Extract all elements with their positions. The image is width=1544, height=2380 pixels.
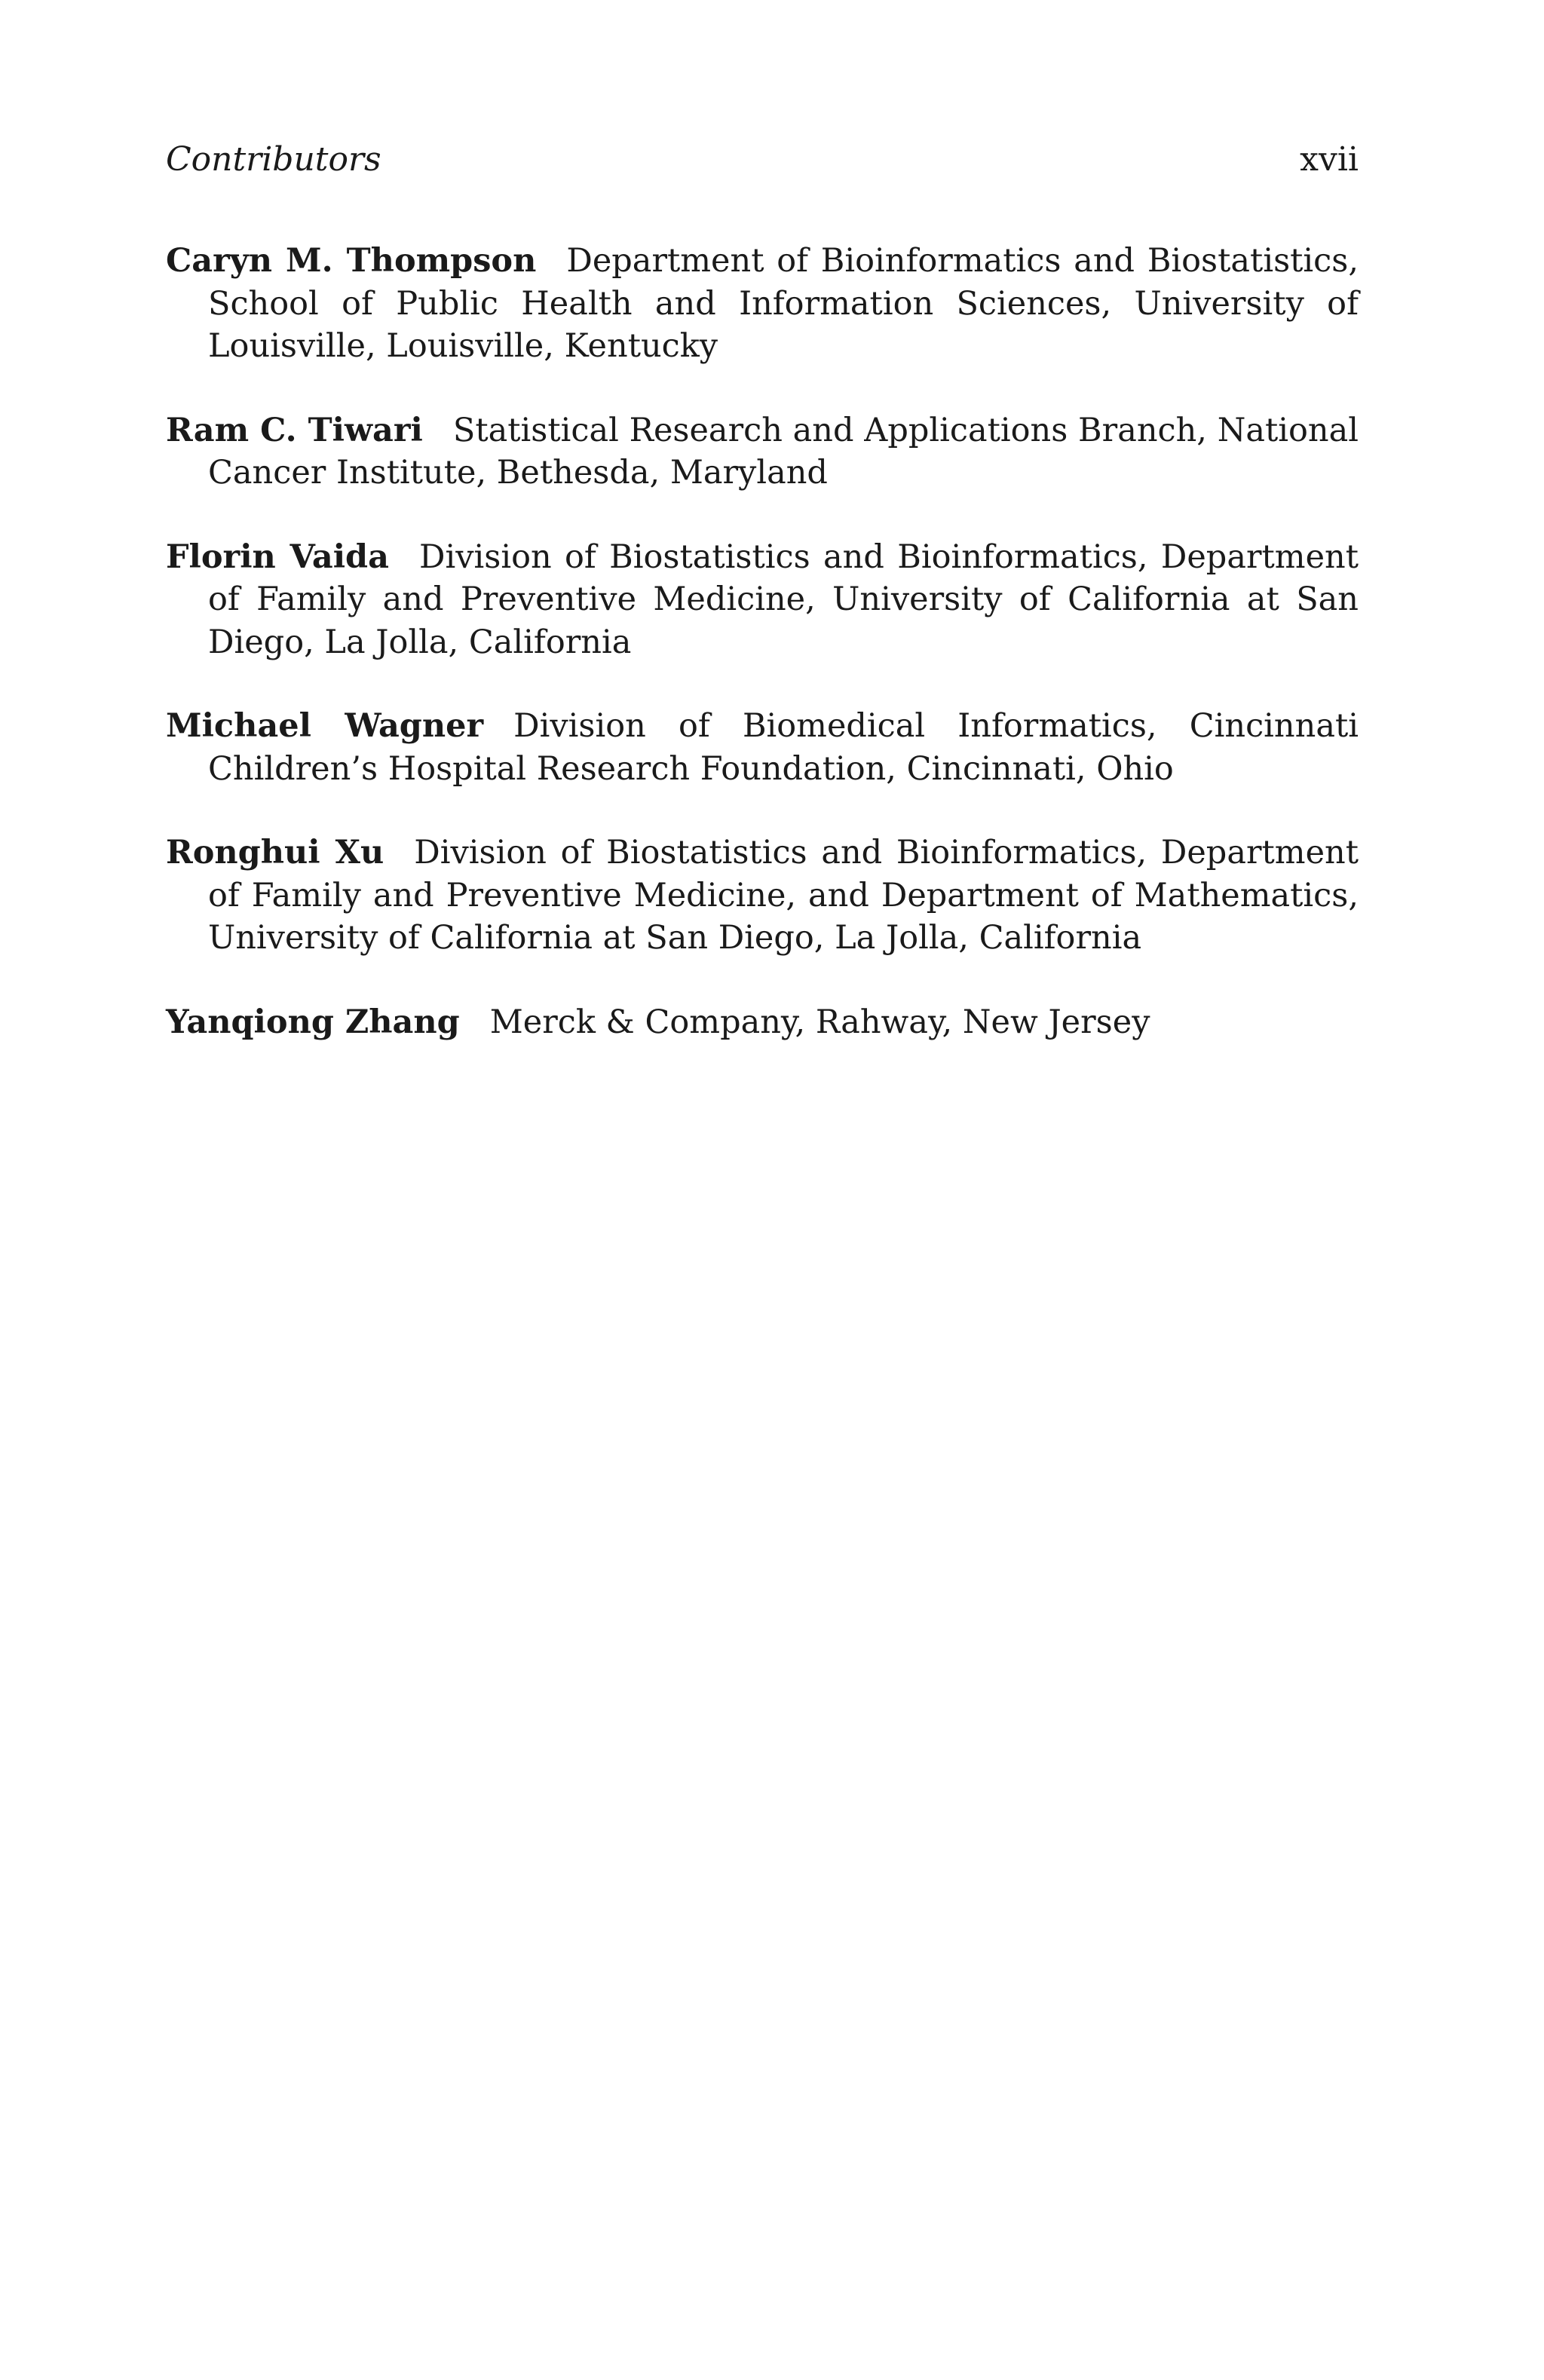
contributor-entry <box>166 536 1359 664</box>
running-head <box>166 137 1359 182</box>
contributor-list <box>166 240 1359 1085</box>
contributor-affiliation: Division of Biostatistics and Bioinformatics, Department of Family and Preventive Medicine, University of California at San Diego, La Jolla, California <box>208 538 1359 661</box>
contributor-name: Yanqiong Zhang <box>166 1003 460 1041</box>
page-number: xvii <box>1300 140 1359 179</box>
contributor-name: Michael Wagner <box>166 707 484 745</box>
contributor-affiliation: Division of Biostatistics and Bioinformatics, Department of Family and Preventive Medicine, and Department of Mathematics, University of California at San Diego, La Jolla, California <box>208 834 1359 957</box>
contributor-name: Florin Vaida <box>166 538 389 576</box>
contributor-entry <box>166 409 1359 495</box>
contributor-entry <box>166 705 1359 790</box>
contributor-entry <box>166 1001 1359 1044</box>
contributor-affiliation: Statistical Research and Applications Branch, National Cancer Institute, Bethesda, Maryland <box>208 411 1359 492</box>
contributor-name: Caryn M. Thompson <box>166 242 537 280</box>
contributor-name: Ronghui Xu <box>166 834 384 871</box>
contributor-name: Ram C. Tiwari <box>166 411 423 449</box>
section-title: Contributors <box>166 140 381 179</box>
contributor-affiliation: Division of Biomedical Informatics, Cincinnati Children’s Hospital Research Foundation, Cincinnati, Ohio <box>208 707 1359 788</box>
contributor-affiliation: Merck & Company, Rahway, New Jersey <box>489 1003 1150 1041</box>
contributor-entry <box>166 832 1359 960</box>
contributor-affiliation: Department of Bioinformatics and Biostatistics, School of Public Health and Information Sciences, University of Louisville, Louisville, Kentucky <box>208 242 1359 365</box>
contributor-entry <box>166 240 1359 368</box>
